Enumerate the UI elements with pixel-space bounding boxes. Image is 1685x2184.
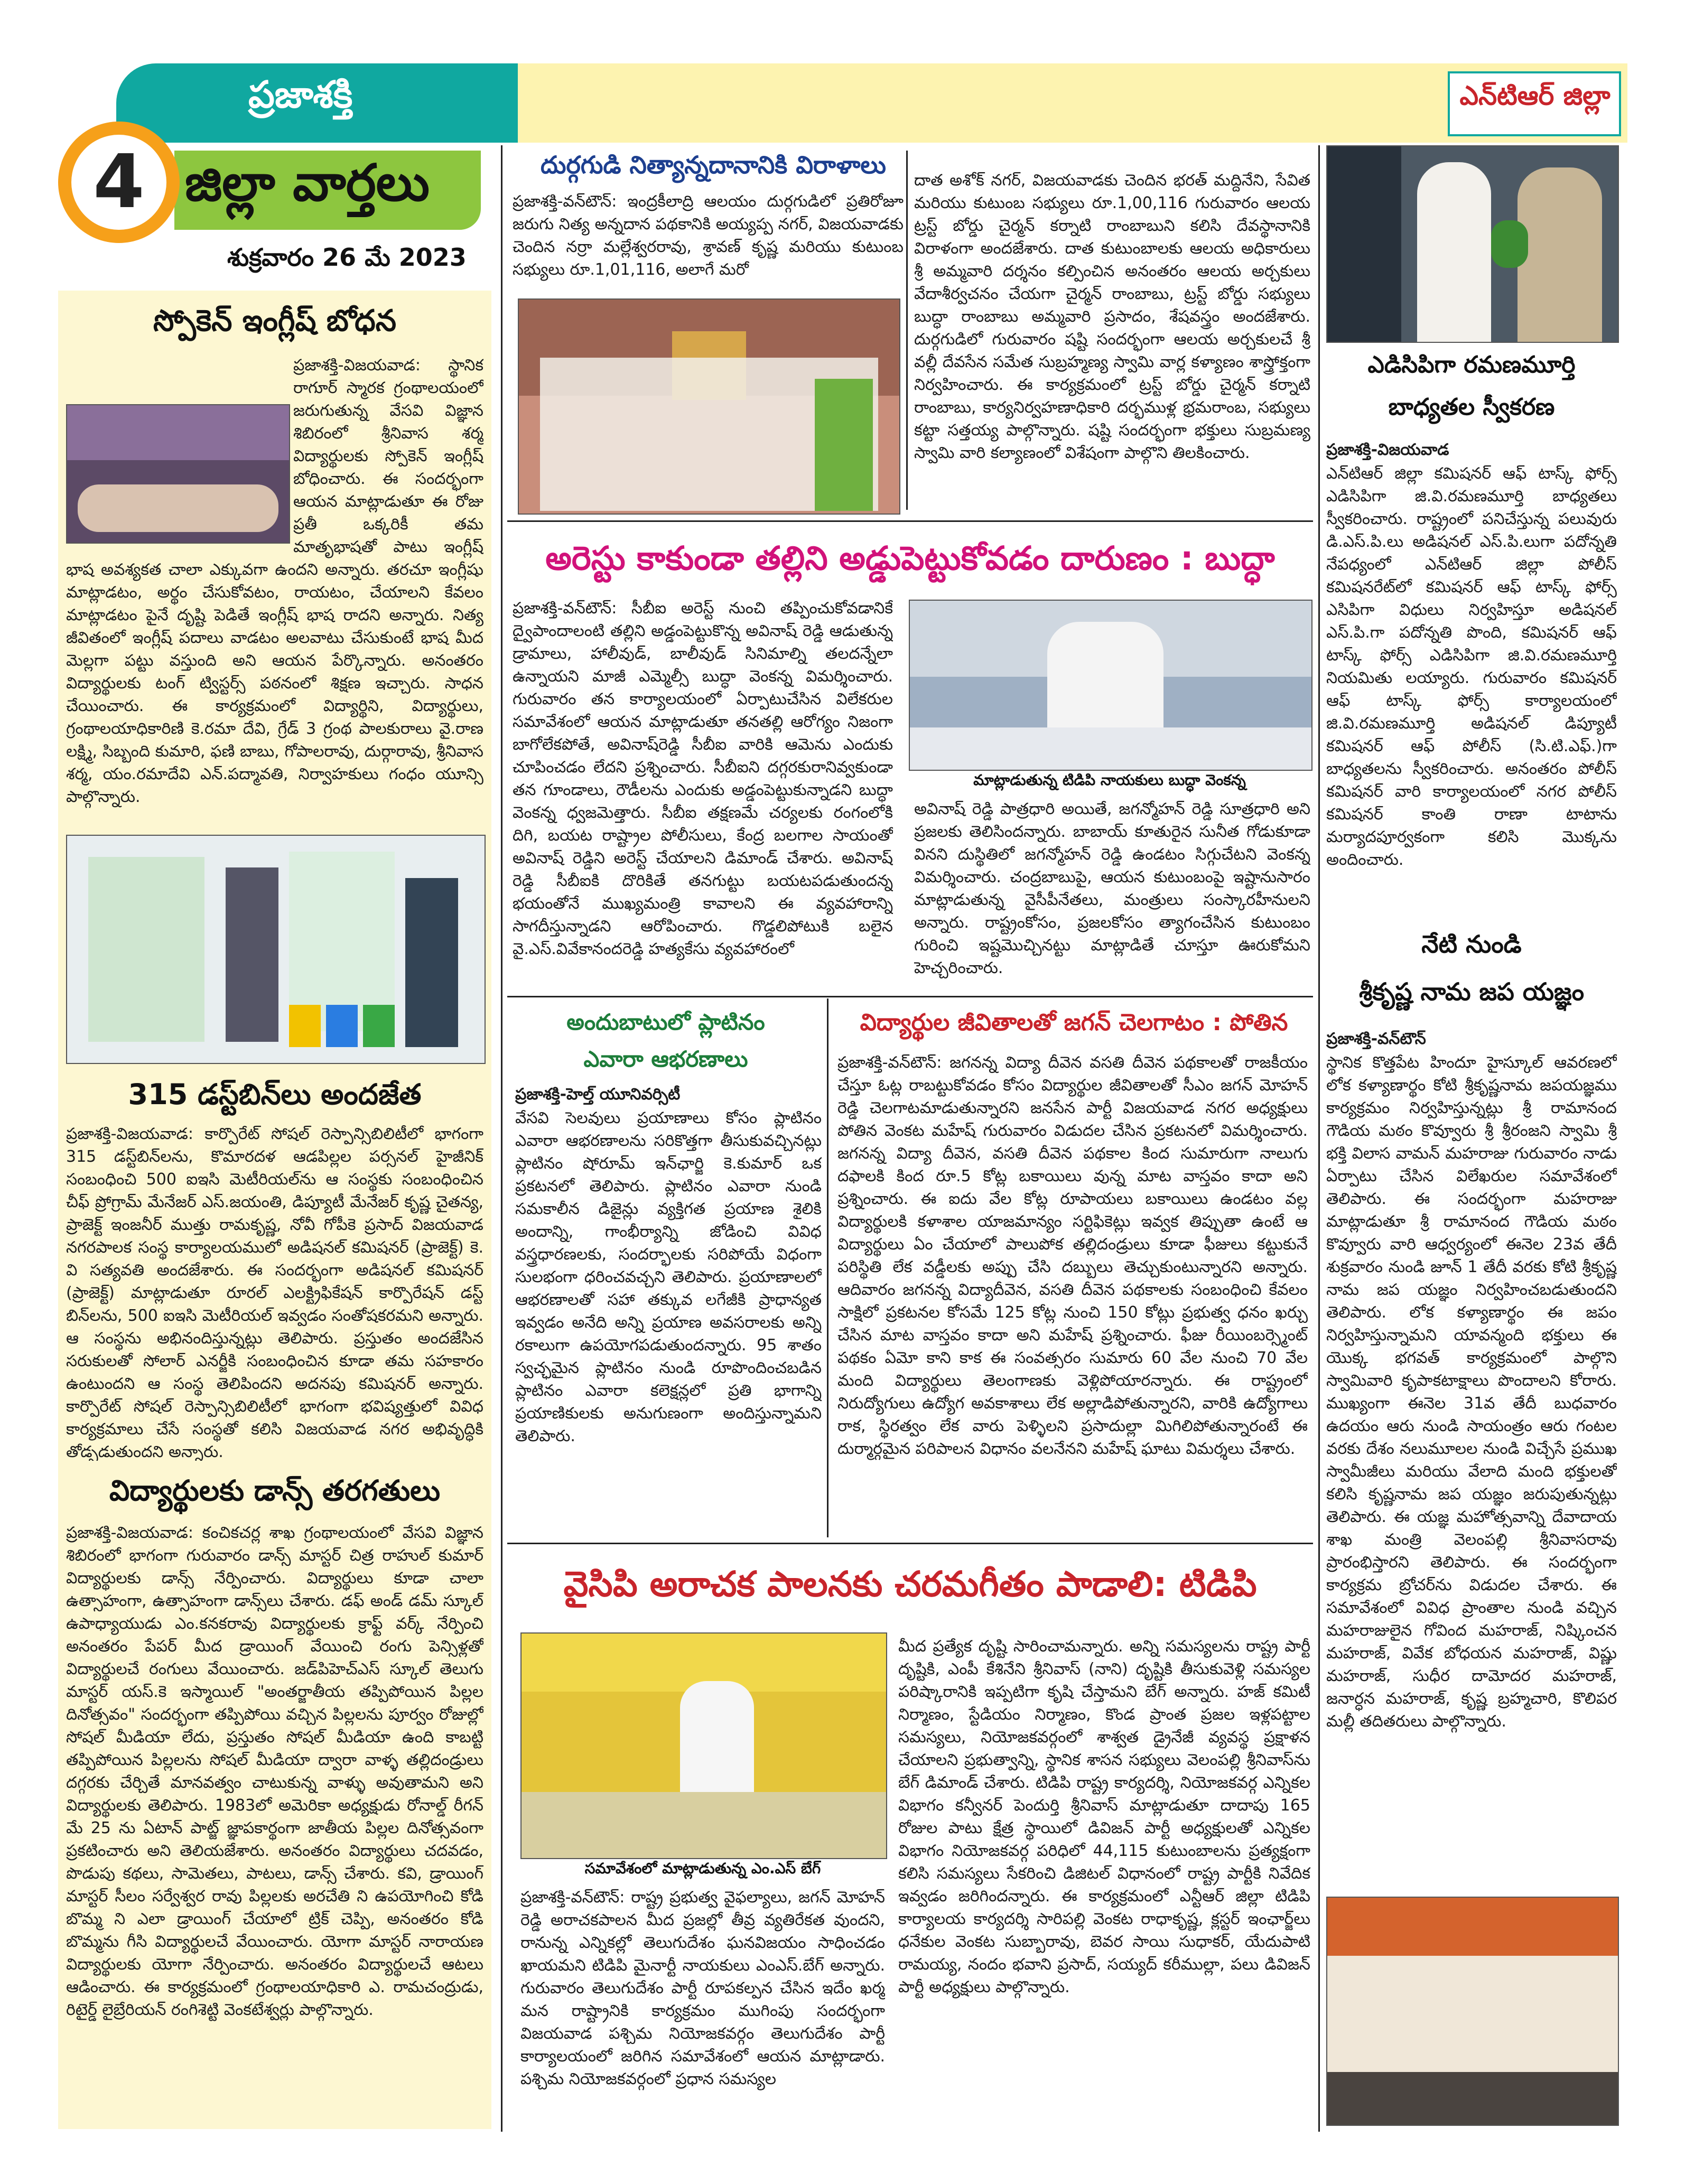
japa-dateline: ప్రజాశక్తి-వన్‌టౌన్ — [1326, 1030, 1426, 1048]
tdp-photo — [520, 1632, 887, 1859]
dustbins-body: ప్రజాశక్తి-విజయవాడ: కార్పొరేట్ సోషల్ రెస్పాన్సిబిలిటీలో భాగంగా 315 డస్ట్‌బిన్‌లను, కొమారదళ ఆడపిల్లల పర్సనల్ హైజీనిక్ సంబంధించి 500 ఐఇసి మెటీరియల్‌ను ఆ సంస్థకు సంబంధించిన చీఫ్ ప్రోగ్రామ్ మేనేజర్ ఎస్.జయంతి, డిప్యూటీ మేనేజర్ కృష్ణ చైతన్య, ప్రాజెక్ట్ ఇంజనీర్ ముత్తు రామకృష్ణ, నోవీ గోపీకె ప్రసాద్ విజయవాడ నగరపాలక సంస్థ కార్యాలయములో అడిషనల్ కమిషనర్ (ప్రాజెక్ట్) కె. వి సత్యవతి అందజేశారు. ఈ సందర్భంగా అడిషనల్ కమిషనర్ (ప్రాజెక్ట్) మాట్లాడుతూ రూరల్ ఎలక్ట్రిఫికేషన్ కార్పొరేషన్ డస్ట్ బిన్‌లను, 500 ఐఇసి మెటీరియల్ ఇవ్వడం సంతోషకరమని అన్నారు. ఆ సంస్థను అభినందిస్తున్నట్లు తెలిపారు. ప్రస్తుతం అందజేసిన సరుకులతో సోలార్ ఎనర్జీకి సంబంధించిన కూడా తమ సహకారం ఉంటుందని ఆ సంస్థ తెలిపిందని అదనపు కమిషనర్ అన్నారు. కార్పొరేట్ సోషల్ రెస్పాన్సిబిలిటీలో భాగంగా భవిష్యత్తులో వివిధ కార్యక్రమాలు చేసే సంస్థతో కలిసి విజయవాడ నగర అభివృద్ధికి తోడ్పడుతుందని అన్నారు. — [66, 1125, 483, 1461]
column-rule-3 — [1318, 145, 1320, 2132]
ramanamurthy-headline-1: ఎడిసిపిగా రమణమూర్తి — [1367, 351, 1576, 378]
tdp-headline: వైసిపి అరాచక పాలనకు చరమగీతం పాడాలి: టిడిపి — [563, 1564, 1257, 1604]
brand-name: ప్రజాశక్తి — [248, 73, 353, 116]
dance-body: ప్రజాశక్తి-విజయవాడ: కంచికచర్ల శాఖ గ్రంథాలయంలో వేసవి విజ్ఞాన శిబిరంలో భాగంగా గురువారం డాన్స్ మాస్టర్ చిత్ర రాహుల్ కుమార్ విద్యార్థులకు డాన్స్ నేర్పించారు. విద్యార్థులు కూడా చాలా ఉత్సాహంగా, ఉత్సాహంగా డాన్స్‌లు చేశారు. డఫ్ అండ్ డమ్ స్కూల్ ఉపాధ్యాయుడు ఎం.కనకరావు విద్యార్థులకు క్రాఫ్ట్ వర్క్ నేర్పించి అనంతరం పేపర్ మీద డ్రాయింగ్ వేయించి రంగు పెన్సిళ్లతో విద్యార్థులచే రంగులు వేయించారు. జడ్‌పిహెచ్ఎస్ స్కూల్ తెలుగు మాస్టర్ యస్.కె ఇస్మాయిల్ "అంతర్జాతీయ తప్పిపోయిన పిల్లల దినోత్సవం" సందర్భంగా తప్పిపోయి వచ్చిన పిల్లలను పూర్వం రోజుల్లో సోషల్ మీడియా లేదు, ప్రస్తుతం సోషల్ మీడియా ఉంది కాబట్టి తప్పిపోయిన పిల్లలను సోషల్ మీడియా ద్వారా వాళ్ళ తల్లిదండ్రులు దగ్గరకు చేర్చితే మానవత్వం చాటుకున్న వాళ్ళు అవుతామని అని విద్యార్థులకు తెలిపారు. 1983లో అమెరికా అధ్యక్షుడు రోనాల్డ్ రీగన్ మే 25 ను ఏటాన్ పాట్జ్ జ్ఞాపకార్థంగా జాతీయ పిల్లల దినోత్సవంగా ప్రకటించారు అని తెలియజేశారు. అనంతరం విద్యార్థులు చదవడం, పొడుపు కథలు, సామెతలు, పాటలు, డాన్స్ చేశారు. కవి, డ్రాయింగ్ మాస్టర్ సీలం సర్వేశ్వర రావు పిల్లలకు అరచేతి ని ఉపయోగించి కోడి బొమ్మ ని ఎలా డ్రాయింగ్ చేయాలో ట్రిక్ చెప్పి, అనంతరం కోడి బొమ్మను గీసి విద్యార్థులచే వేయించారు. యోగా మాస్టర్ నారాయణ విద్యార్థులకు యోగా నేర్పించారు. అనంతరం విద్యార్థులచే ఆటలు ఆడించారు. ఈ కార్యక్రమంలో గ్రంథాలయాధికారి ఎ. రామచంద్రుడు, రిటైర్డ్ లైబ్రేరియన్ రంగిశెట్టి వెంకటేశ్వర్లు పాల్గొన్నారు. — [66, 1524, 483, 2019]
durgagudi-body-left: ప్రజాశక్తి-వన్‌టౌన్: ఇంద్రకీలాద్రి ఆలయం దుర్గగుడిలో ప్రతిరోజూ జరుగు నిత్య అన్నదాన పథకానికి అయ్యప్ప నగర్, విజయవాడకు చెందిన నర్రా మల్లేశ్వరరావు, శ్రావణ్ కృష్ణ మరియు కుటుంబ సభ్యులు రూ.1,01,116, అలాగే మరో — [513, 192, 904, 279]
dance-headline: విద్యార్థులకు డాన్స్ తరగతులు — [109, 1474, 441, 1507]
japa-photo — [1326, 1897, 1619, 2126]
arrest-headline: అరెస్టు కాకుండా తల్లిని అడ్డుపెట్టుకోవడం దారుణం : బుద్ధా — [545, 539, 1275, 577]
platinum-body: వేసవి సెలవులు ప్రయాణాలు కోసం ప్లాటినం ఎవారా ఆభరణాలను సరికొత్తగా తీసుకువచ్చినట్లు ప్లాటినం షోరూమ్ ఇన్‌ఛార్జి కె.కుమార్ ఒక ప్రకటనలో తెలిపారు. ప్లాటినం ఎవారా నుండి సమకాలీన డిజైన్లు వ్యక్తిగత ప్రయాణ శైలికి అందాన్ని, గాంభీర్యాన్ని జోడించి వివిధ వస్త్రధారణలకు, సందర్భాలకు సరిపోయే విధంగా సులభంగా ధరించవచ్చని తెలిపారు. ప్రయాణాలలో ఆభరణాలతో సహా తక్కువ లగేజీకి ప్రాధాన్యత ఇవ్వడం అనేది అన్ని ప్రయాణ అవసరాలకు అన్ని రకాలుగా ఉపయోగపడుతుందన్నారు. 95 శాతం స్వచ్ఛమైన ప్లాటినం నుండి రూపొందించబడిన ప్లాటినం ఎవారా కలెక్షన్లలో ప్రతి భాగాన్ని ప్రయాణికులకు అనుగుణంగా అందిస్తున్నామని తెలిపారు. — [515, 1109, 822, 1445]
jagan-body: ప్రజాశక్తి-వన్‌టౌన్: జగనన్న విద్యా దీవెన వసతి దీవెన పథకాలతో రాజకీయం చేస్తూ ఓట్ల రాబట్టుకోవడం కోసం విద్యార్థుల జీవితాలతో సీఎం జగన్ మోహన్ రెడ్డి చెలగాటమాడుతున్నారని జనసేన పార్టీ విజయవాడ నగర అధ్యక్షులు పోతిన వెంకట మహేష్ గురువారం విడుదల చేసిన ప్రకటనలో విమర్శించారు. జగనన్న విద్యా దీవెన, వసతి దీవెన పథకాల కింద సుమారుగా నాలుగు దఫాలకి కింద రూ.5 కోట్ల బకాయిలు వున్న మాట వాస్తవం కాదా అని ప్రశ్నించారు. ఈ ఐదు వేల కోట్ల రూపాయలు బకాయిలు ఉండటం వల్ల విద్యార్థులకి కళాశాల యాజమాన్యం సర్టిఫికెట్లు ఇవ్వక తిప్పుతా ఉంటే ఆ విద్యార్థులు ఏం చేయాలో పాలుపోక తల్లిదండ్రులు కూడా ఫీజులు కట్టుకునే పరిస్థితి లేక వడ్డీలకు అప్పు చేసి దబ్బులు తెచ్చుకుంటున్నారని అన్నారు. ఆదివారం జగనన్న విద్యాదీవెన, వసతి దీవెన పథకాలకు సంబంధించి కేవలం సాక్షిలో ప్రకటనల కోసమే 125 కోట్ల నుంచి 150 కోట్లు ప్రభుత్వ ధనం ఖర్చు చేసిన మాట వాస్తవం కాదా అని మహేష్ ప్రశ్నించారు. ఫీజు రీయింబర్స్మెంట్ పథకం ఏమో కాని కాక ఈ సంవత్సరం సుమారు 60 వేల నుంచి 70 వేల మంది విద్యార్థులు తెలంగాణకు వెళ్లిపోయారన్నారు. ఈ రాష్ట్రంలో నిరుద్యోగులు ఉద్యోగ అవకాశాలు లేక అల్లాడిపోతున్నారని, వారికి ఉద్యోగాలు రాక, స్థిరత్వం లేక వారు పెళ్ళిలని ప్రసాదుల్లా మిగిలిపోతున్నారంటే ఈ దుర్మార్గమైన పరిపాలన విధానం వలనేనని మహేష్ ఘాటు విమర్శలు చేశారు. — [837, 1053, 1308, 1458]
section-title: జిల్లా వార్తలు — [185, 153, 430, 212]
column-rule-1 — [501, 145, 502, 2132]
platinum-headline-1: అందుబాటులో ప్లాటినం — [566, 1009, 765, 1035]
japa-headline-1: నేటి నుండి — [1421, 930, 1522, 958]
dustbin-photo — [66, 835, 486, 1064]
durgagudi-photo — [518, 298, 900, 515]
arrest-body-bottom: అవినాష్ రెడ్డి పాత్రధారి అయితే, జగన్మోహన్ రెడ్డి సూత్రధారి అని ప్రజలకు తెలిసిందన్నారు. బాబాయ్ కూతురైన సునీత గోడుకూడా వినని దుస్థితిలో జగన్మోహన్ రెడ్డి ఉండటం సిగ్గుచేటని వెంకన్న విమర్శించారు. చంద్రబాబుపై, ఆయన కుటుంబంపై ఇష్టానుసారం మాట్లాడుతున్న వైసీపీనేతలు, మంత్రులు సంస్కారహీనులని అన్నారు. రాష్ట్రంకోసం, ప్రజలకోసం త్యాగంచేసిన కుటుంబం గురించి ఇష్టమొచ్చినట్టు మాట్లాడితే చూస్తూ ఊరుకోమని హెచ్చరించారు. — [914, 800, 1310, 977]
spoken-english-headline: స్పోకెన్ ఇంగ్లీష్ బోధన — [153, 304, 397, 338]
platinum-rule — [827, 998, 828, 1537]
platinum-headline-2: ఎవారా ఆభరణాలు — [583, 1046, 748, 1072]
durgagudi-headline: దుర్గగుడి నిత్యాన్నదానానికి విరాళాలు — [541, 151, 886, 179]
arrest-body-top: ప్రజాశక్తి-వన్‌టౌన్: సీబీఐ అరెస్ట్ నుంచి తప్పించుకోవడానికే ద్వైపాందాలంటి తల్లిని అడ్డంపెట్టుకొన్న అవినాష్ రెడ్డి ఆడుతున్న డ్రామాలు, హాలీవుడ్, బాలీవుడ్ సినిమాల్ని తలదన్నేలా ఉన్నాయని మాజీ ఎమ్మెల్సీ బుద్ధా వెంకన్న విమర్శించారు. గురువారం తన కార్యాలయంలో ఏర్పాటుచేసిన విలేకరుల సమావేశంలో ఆయన మాట్లాడుతూ తనతల్లి ఆరోగ్యం నిజంగా బాగోలేకపోతే, అవినాష్‌రెడ్డి సీబీఐ వారికి ఆమెను ఎందుకు చూపించడం లేదని ప్రశ్నించారు. సీబీఐని దగ్గరకురానివ్వకుండా తన గూండాలు, రౌడీలను ఎందుకు అడ్డంపెట్టుకున్నాడని బుద్ధా వెంకన్న ధ్వజమెత్తారు. సీబీఐ తక్షణమే చర్యలకు రంగంలోకి దిగి, బయట రాష్ట్రాల పోలీసులు, కేంద్ర బలగాల సాయంతో అవినాష్ రెడ్డిని అరెస్ట్ చేయాలని డిమాండ్ చేశారు. అవినాష్ రెడ్డి సీబీఐకి దొరికితే తనగుట్టు బయటపడుతుందన్న భయంతోనే ముఖ్యమంత్రి కావాలని ఈ వ్యవహారాన్ని సాగదీస్తున్నాడని ఆరోపించారు. గొడ్డలిపోటుకి బలైన వై.ఎస్.వివేకానందరెడ్డి హత్యకేసు వ్యవహారంలో — [513, 599, 893, 958]
rule-above-tdp — [507, 1543, 1313, 1544]
japa-body: స్థానిక కొత్తపేట హిందూ హైస్కూల్ ఆవరణలో లోక కళ్యాణార్థం కోటి శ్రీకృష్ణనామ జపయజ్ఞము కార్యక్రమం నిర్వహిస్తున్నట్లు శ్రీ రామానంద గౌడియ మఠం కొవ్వూరు శ్రీ శ్రీరంజని స్వామి శ్రీ భక్తి విలాస వామన్ మహరాజు గురువారం నాడు ఏర్పాటు చేసిన విలేఖరుల సమావేశంలో తెలిపారు. ఈ సందర్భంగా మహరాజు మాట్లాడుతూ శ్రీ రామానంద గౌడియ మఠం కొవ్వూరు వారి ఆధ్వర్యంలో ఈనెల 23వ తేదీ శుక్రవారం నుండి జూన్ 1 తేదీ వరకు కోటి శ్రీకృష్ణ నామ జప యజ్ఞం నిర్వహించబడుతుందని తెలిపారు. లోక కళ్యాణార్థం ఈ జపం నిర్వహిస్తున్నామని యావన్మంది భక్తులు ఈ యొక్క భగవత్ కార్యక్రమంలో పాల్గొని స్వామివారి కృపాకటాక్షాలు పొందాలని కోరారు. ముఖ్యంగా ఈనెల 31వ తేదీ బుధవారం ఉదయం ఆరు నుండి సాయంత్రం ఆరు గంటల వరకు దేశం నలుమూలల నుండి విచ్చేసే ప్రముఖ స్వామీజీలు మరియు వేలాది మంది భక్తులతో కలిసి కృష్ణనామ జప యజ్ఞం జరుపుతున్నట్లు తెలిపారు. ఈ యజ్ఞ మహోత్సవాన్ని దేవాదాయ శాఖ మంత్రి వెలంపల్లి శ్రీనివాసరావు ప్రారంభిస్తారని తెలిపారు. ఈ సందర్భంగా కార్యక్రమ బ్రోచర్‌ను విడుదల చేశారు. ఈ సమావేశంలో వివిధ ప్రాంతాల నుండి వచ్చిన మహరాజులైన గోవింద మహరాజ్, నిష్కించన మహరాజ్, వివేక బోధయన మహరాజ్, విష్ణు మహరాజ్, సుధీర దామోదర మహరాజ్, జనార్ధన మహరాజ్, కృష్ణ బ్రహ్మచారి, కొలిపర మల్లీ తదితరులు పాల్గొన్నారు. — [1326, 1053, 1617, 1731]
durgagudi-rule — [906, 151, 908, 510]
spoken-english-body: ప్రజాశక్తి-విజయవాడ: స్థానిక రాగూర్ స్మారక గ్రంథాలయంలో జరుగుతున్న వేసవి విజ్ఞాన శిబిరంలో శ్రీనివాస శర్మ విద్యార్థులకు స్పోకెన్ ఇంగ్లీష్ బోధించారు. ఈ సందర్భంగా ఆయన మాట్లాడుతూ ఈ రోజు ప్రతీ ఒక్కరికీ తమ మాతృభాషతో పాటు ఇంగ్లీష్ భాష అవశ్యకత చాలా ఎక్కువగా ఉందని అన్నారు. తరచూ ఇంగ్లీషు మాట్లాడటం, అర్థం చేసుకోవటం, రాయటం, చేయాలని కేవలం మాట్లాడటం పైనే దృష్టి పెడితే ఇంగ్లీష్ భాష రాదని అన్నారు. నిత్య జీవితంలో ఇంగ్లీష్ పదాలు వాడటం అలవాటు చేసుకుంటే భాష మీద మెల్లగా పట్టు వస్తుంది అని ఆయన పేర్కొన్నారు. అనంతరం విద్యార్థులకు టంగ్ ట్విస్టర్స్ పఠనంలో శిక్షణ ఇచ్చారు. సాధన చేయించారు. ఈ కార్యక్రమంలో విద్యార్థిని, విద్యార్థులు, గ్రంథాలయాధికారిణి కె.రమా దేవి, గ్రేడ్ 3 గ్రంథ పాలకురాలు వై.రాణ లక్ష్మి, సిబ్బంది కుమారి, ఫణి బాబు, గోపాలరావు, దుర్గారావు, శ్రీనివాస శర్మ, యం.రమాదేవి ఎన్.పద్మావతి, నిర్వాహకులు గంధం యూన్సి పాల్గొన్నారు. — [66, 356, 483, 806]
dustbins-headline: 315 డస్ట్‌బిన్‌లు అందజేత — [128, 1078, 422, 1111]
page-date: శుక్రవారం 26 మే 2023 — [227, 243, 467, 272]
ramanamurthy-dateline: ప్రజాశక్తి-విజయవాడ — [1326, 441, 1449, 459]
ramanamurthy-photo — [1326, 145, 1619, 343]
rule-above-arrest — [507, 520, 1313, 522]
arrest-photo — [909, 600, 1312, 771]
district-label: ఎన్‌టిఆర్ జిల్లా — [1459, 80, 1610, 111]
japa-headline-2: శ్రీకృష్ణ నామ జప యజ్ఞం — [1358, 977, 1585, 1006]
tdp-body-left: ప్రజాశక్తి-వన్‌టౌన్: రాష్ట్ర ప్రభుత్వ వైఫల్యాలు, జగన్ మోహన్ రెడ్డి అరాచకపాలన మీద ప్రజల్లో తీవ్ర వ్యతిరేకత వుందని, రానున్న ఎన్నికల్లో తెలుగుదేశం ఘనవిజయం సాధించడం ఖాయమని టిడిపి మైనార్టీ నాయకులు ఎంఎస్.బేగ్ అన్నారు. గురువారం తెలుగుదేశం పార్టీ రూపకల్పన చేసిన ఇదేం ఖర్మ మన రాష్ట్రానికి కార్యక్రమం ముగింపు సందర్భంగా విజయవాడ పశ్చిమ నియోజకవర్గం తెలుగుదేశం పార్టీ కార్యాలయంలో జరిగిన సమావేశంలో ఆయన మాట్లాడారు. పశ్చిమ నియోజకవర్గంలో ప్రధాన సమస్యల — [520, 1888, 885, 2088]
tdp-body-right: మీద ప్రత్యేక దృష్టి సారించామన్నారు. అన్ని సమస్యలను రాష్ట్ర పార్టీ దృష్టికి, ఎంపీ కేశినేని శ్రీనివాస్ (నాని) దృష్టికి తీసుకువెళ్లి సమస్యల పరిష్కారానికి ఇప్పటిగా కృషి చేస్తామని బేగ్ అన్నారు. హజ్ కమిటీ నిర్మాణం, స్టేడియం నిర్మాణం, కొండ ప్రాంత ప్రజల ఇళ్లపట్టాల సమస్యలు, నియోజకవర్గంలో శాశ్వత డ్రైనేజీ వ్యవస్థ ప్రక్షాళన చేయాలని ప్రభుత్వాన్ని, స్థానిక శాసన సభ్యులు వెలంపల్లి శ్రీనివాస్‌ను బేగ్ డిమాండ్ చేశారు. టిడిపి రాష్ట్ర కార్యదర్శి, నియోజకవర్గ ఎన్నికల విభాగం కన్వీనర్ పెందుర్తి శ్రీనివాస్ మాట్లాడుతూ దాదాపు 165 రోజుల పాటు క్షేత్ర స్థాయిలో డివిజన్ పార్టీ అధ్యక్షులతో ఎన్నికల విభాగం నియోజకవర్గ పరిధిలో 44,115 కుటుంబాలను ప్రత్యక్షంగా కలిసి సమస్యలు సేకరించి డిజిటల్ విధానంలో రాష్ట్ర పార్టీకి నివేదిక ఇవ్వడం జరిగిందన్నారు. ఈ కార్యక్రమంలో ఎన్టీఆర్ జిల్లా టిడిపి కార్యాలయ కార్యదర్శి సారిపల్లి వెంకట రాధాకృష్ణ, క్లస్టర్ ఇంఛార్జ్‌లు ధనేకుల వెంకట సుబ్బారావు, బెవర సాయి సుధాకర్, యేదుపాటి రామయ్య, నందం భవాని ప్రసాద్, సయ్యద్ కరీముల్లా, పలు డివిజన్ పార్టీ అధ్యక్షులు పాల్గొన్నారు. — [898, 1637, 1310, 1996]
rule-above-platinum — [507, 996, 1313, 997]
arrest-caption: మాట్లాడుతున్న టిడిపి నాయకులు బుద్ధా వెంకన్న — [973, 771, 1246, 789]
platinum-dateline: ప్రజాశక్తి-హెల్త్ యూనివర్సిటీ — [515, 1085, 681, 1104]
ramanamurthy-body: ఎన్‌టిఆర్ జిల్లా కమిషనర్ ఆఫ్ టాస్క్ ఫోర్స్ ఎడిసిపిగా జి.వి.రమణమూర్తి బాధ్యతలు స్వీకరించారు. రాష్ట్రంలో పనిచేస్తున్న పలువురు డి.ఎస్.పి.లు అడిషనల్ ఎస్.పి.లుగా పదోన్నతి నేపధ్యంలో ఎన్‌టిఆర్ జిల్లా పోలీస్ కమిషనరేట్‌లో కమిషనర్ ఆఫ్ టాస్క్ ఫోర్స్ ఎసిపిగా విధులు నిర్వహిస్తూ అడిషనల్ ఎస్.పి.గా పదోన్నతి పొంది, కమిషనర్ ఆఫ్ టాస్క్ ఫోర్స్ ఎడిసిపిగా జి.వి.రమణమూర్తి నియమితు లయ్యారు. గురువారం కమిషనర్ ఆఫ్ టాస్క్ ఫోర్స్ కార్యాలయంలో జి.వి.రమణమూర్తి అడిషనల్ డిప్యూటీ కమిషనర్ ఆఫ్ పోలీస్ (సి.టి.ఎఫ్.)గా బాధ్యతలను స్వీకరించారు. అనంతరం పోలీస్ కమిషనర్ వారి కార్యాలయంలో నగర పోలీస్ కమిషనర్ కాంతి రాణా టాటాను మర్యాదపూర్వకంగా కలిసి మొక్కను అందించారు. — [1326, 464, 1617, 869]
jagan-headline: విద్యార్థుల జీవితాలతో జగన్ చెలగాటం : పోతిన — [860, 1009, 1288, 1036]
ramanamurthy-headline-2: బాధ్యతల స్వీకరణ — [1388, 394, 1555, 421]
durgagudi-body-right: దాత అశోక్ నగర్, విజయవాడకు చెందిన భరత్ మద్దినేని, సేవిత మరియు కుటుంబ సభ్యులు రూ.1,00,116 గురువారం ఆలయ ట్రస్ట్ బోర్డు చైర్మన్ కర్నాటి రాంబాబుని కలిసి దేవస్థానానికి విరాళంగా అందజేశారు. దాత కుటుంబాలకు ఆలయ అధికారులు శ్రీ అమ్మవారి దర్శనం కల్పించిన అనంతరం ఆలయ అర్చకులు వేదాశీర్వచనం చేయగా చైర్మన్ రాంబాబు, ట్రస్ట్ బోర్డు సభ్యులు బుద్ధా రాంబాబు అమ్మవారి ప్రసాదం, శేషవస్త్రం అందజేశారు. దుర్గగుడిలో గురువారం షష్టి సందర్భంగా ఆలయ అర్చకులచే శ్రీ వల్లీ దేవసేన సమేత సుబ్రహ్మణ్య స్వామి వార్ల కళ్యాణం శాస్త్రోక్తంగా నిర్వహించారు. ఈ కార్యక్రమంలో ట్రస్ట్ బోర్డు చైర్మన్ కర్నాటి రాంబాబు, కార్యనిర్వహణాధికారి దర్భముళ్ల భ్రమరాంబ, సభ్యులు కట్టా సత్తయ్య పాల్గొన్నారు. షష్టి సందర్భంగా భక్తులు సుబ్రమణ్య స్వామి వారి కల్యాణంలో విశేషంగా పాల్గొని తిలకించారు. — [914, 171, 1310, 462]
tdp-caption: సమావేశంలో మాట్లాడుతున్న ఎం.ఎస్ బేగ్ — [584, 1860, 821, 1877]
page-number: 4 — [71, 135, 166, 230]
